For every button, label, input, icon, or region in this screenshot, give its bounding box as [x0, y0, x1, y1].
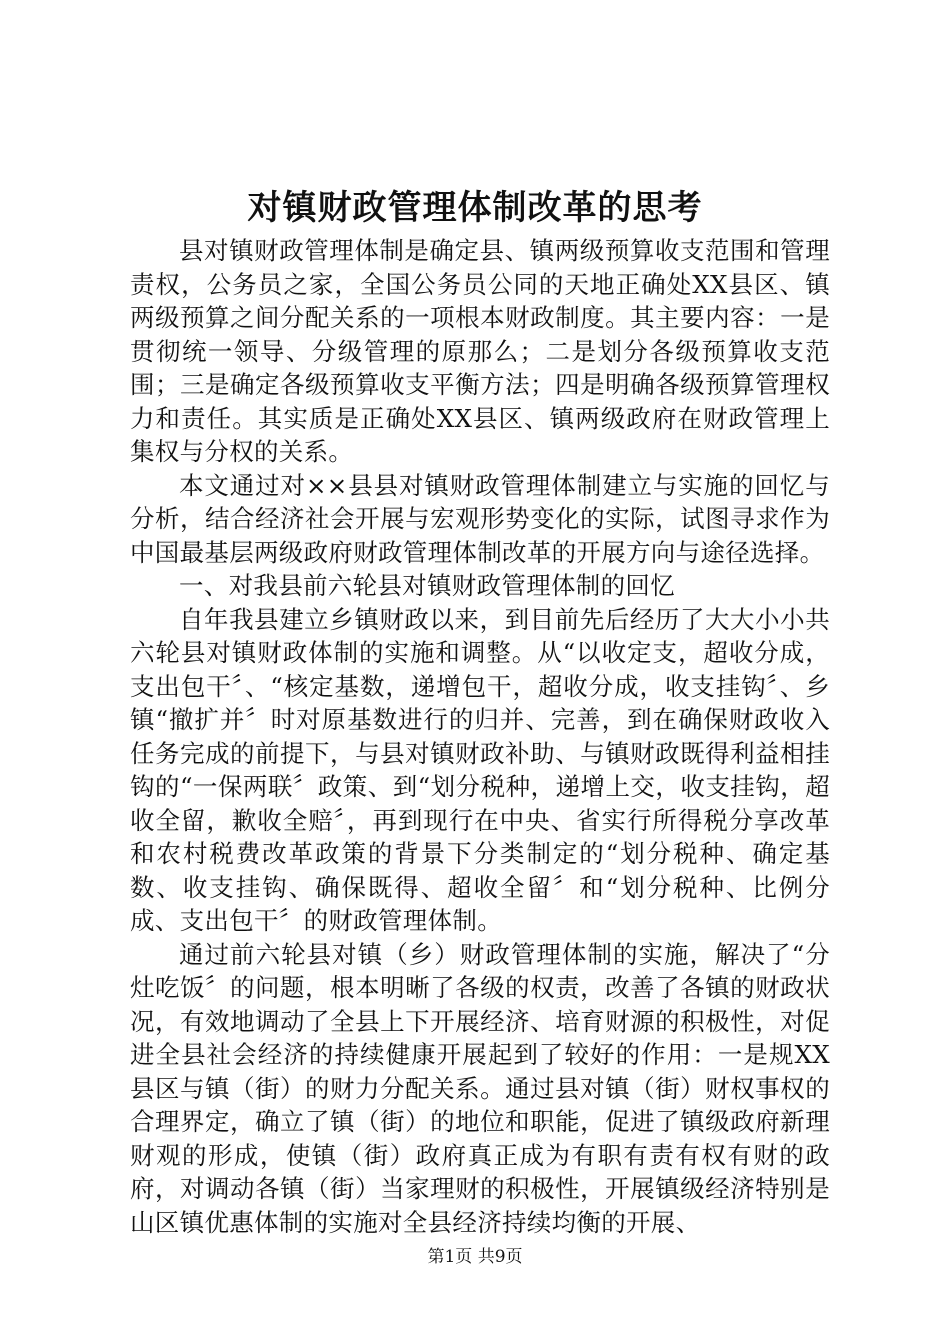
paragraph-history: 自年我县建立乡镇财政以来，到目前先后经历了大大小小共六轮县对镇财政体制的实施和调整。从“以收定支，超收分成，支出包干〞、“核定基数，递增包干，超收分成，收支挂钩〞、乡镇“撤扩并〞时对原基数进行的归并、完善，到在确保财政收入任务完成的前提下，与县对镇财政补助、与镇财政既得利益相挂钩的“一保两联〞政策、到“划分税种，递增上交，收支挂钩，超收全留，歉收全赔〞，再到现行在中央、省实行所得税分享改革和农村税费改革政策的背景下分类制定的“划分税种、确定基数、收支挂钩、确保既得、超收全留〞和“划分税种、比例分成、支出包干〞的财政管理体制。: [130, 604, 831, 935]
section-heading-1: 一、对我县前六轮县对镇财政管理体制的回忆: [179, 571, 675, 600]
paragraph-effects: 通过前六轮县对镇（乡）财政管理体制的实施，解决了“分灶吃饭〞的问题，根本明晰了各级的权责，改善了各镇的财政状况，有效地调动了全县上下开展经济、培育财源的积极性，对促进全县社会经济的持续健康开展起到了较好的作用：一是规XX县区与镇（街）的财力分配关系。通过县对镇（街）财权事权的合理界定，确立了镇（街）的地位和职能，促进了镇级政府新理财观的形成，使镇（街）政府真正成为有职有责有权有财的政府，对调动各镇（街）当家理财的积极性，开展镇级经济特别是山区镇优惠体制的实施对全县经济持续均衡的开展、: [130, 939, 830, 1237]
document-title: 对镇财政管理体制改革的思考: [247, 188, 703, 228]
document-body: [130, 234, 830, 1239]
paragraph-intro: 县对镇财政管理体制是确定县、镇两级预算收支范围和管理责权，公务员之家，全国公务员公同的天地正确处XX县区、镇两级预算之间分配关系的一项根本财政制度。其主要内容：一是贯彻统一领导、分级管理的原那么；二是划分各级预算收支范围；三是确定各级预算收支平衡方法；四是明确各级预算管理权力和责任。其实质是正确处XX县区、镇两级政府在财政管理上集权与分权的关系。: [130, 236, 830, 466]
paragraph-purpose: 本文通过对××县县对镇财政管理体制建立与实施的回忆与分析，结合经济社会开展与宏观形势变化的实际，试图寻求作为中国最基层两级政府财政管理体制改革的开展方向与途径选择。: [130, 470, 830, 567]
page-footer: 第1页 共9页: [427, 1247, 523, 1267]
